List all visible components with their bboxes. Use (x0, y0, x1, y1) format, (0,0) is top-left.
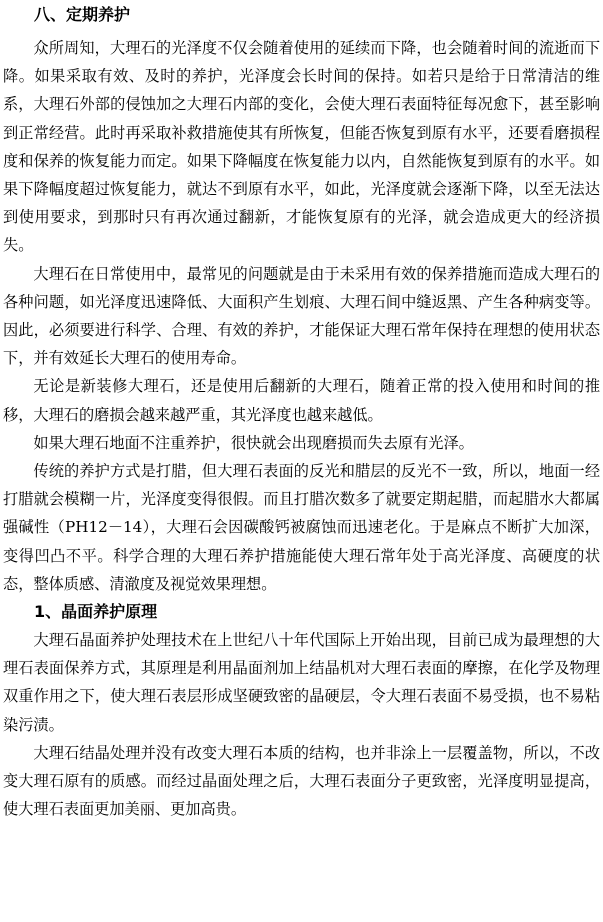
paragraph: 传统的养护方式是打腊，但大理石表面的反光和腊层的反光不一致，所以，地面一经打腊就会模糊一片，光泽度变得很假。而且打腊次数多了就要定期起腊，而起腊水大都属强碱性（PH12－14），大理石会因碳酸钙被腐蚀而迅速老化。于是麻点不断扩大加深，变得凹凸不平。科学合理的大理石养护措施能使大理石常年处于高光泽度、高硬度的状态，整体质感、清澈度及视觉效果理想。 (3, 462, 600, 593)
paragraph: 众所周知，大理石的光泽度不仅会随着使用的延续而下降，也会随着时间的流逝而下降。如果采取有效、及时的养护，光泽度会长时间的保持。如若只是给于日常清洁的维系，大理石外部的侵蚀加之大理石内部的变化，会使大理石表面特征每况愈下，甚至影响到正常经营。此时再采取补救措施使其有所恢复，但能否恢复到原有水平，还要看磨损程度和保养的恢复能力而定。如果下降幅度在恢复能力以内，自然能恢复到原有的水平。如果下降幅度超过恢复能力，就达不到原有水平，如此，光泽度就会逐渐下降，以至无法达到使用要求，到那时只有再次通过翻新，才能恢复原有的光泽，就会造成更大的经济损失。 (3, 39, 600, 255)
paragraph: 如果大理石地面不注重养护，很快就会出现磨损而失去原有光泽。 (33, 433, 474, 452)
subsection-title: 1、晶面养护原理 (34, 602, 158, 622)
paragraph: 无论是新装修大理石，还是使用后翻新的大理石，随着正常的投入使用和时间的推移，大理石的磨损会越来越严重，其光泽度也越来越低。 (3, 377, 600, 424)
paragraph: 大理石在日常使用中，最常见的问题就是由于未采用有效的保养措施而造成大理石的各种问题，如光泽度迅速降低、大面积产生划痕、大理石间中缝返黑、产生各种病变等。因此，必须要进行科学、合理、有效的养护，才能保证大理石常年保持在理想的使用状态下，并有效延长大理石的使用寿命。 (3, 264, 600, 368)
paragraph: 大理石晶面养护处理技术在上世纪八十年代国际上开始出现，目前已成为最理想的大理石表面保养方式，其原理是利用晶面剂加上结晶机对大理石表面的摩擦，在化学及物理双重作用之下，使大理石表层形成坚硬致密的晶硬层，令大理石表面不易受损，也不易粘染污渍。 (3, 631, 600, 734)
paragraph: 大理石结晶处理并没有改变大理石本质的结构，也并非涂上一层覆盖物，所以，不改变大理石原有的质感。而经过晶面处理之后，大理石表面分子更致密，光泽度明显提高，使大理石表面更加美丽、更加高贵。 (3, 743, 600, 819)
section-title: 八、定期养护 (34, 5, 131, 24)
